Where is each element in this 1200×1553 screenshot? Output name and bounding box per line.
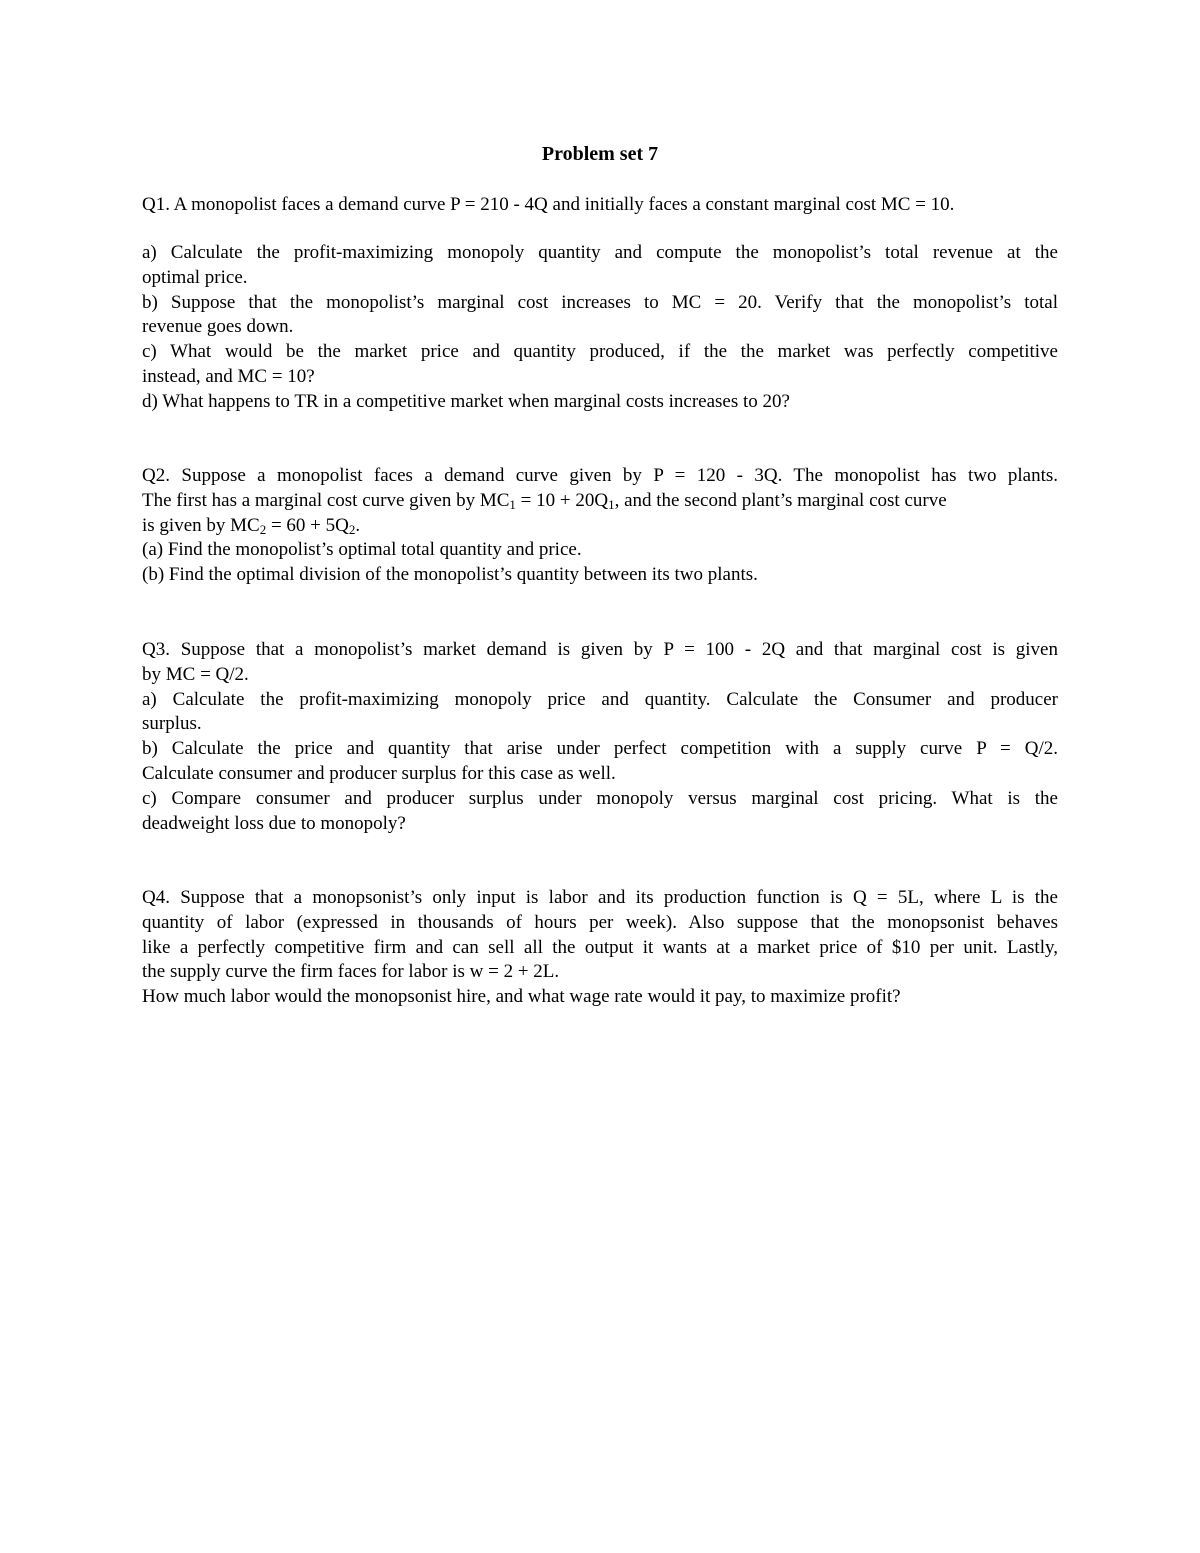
q1-part-c-line1: c) What would be the market price and quantity produced, if the the market was perfectly competitive (142, 341, 1058, 363)
q2-line3 (142, 514, 1058, 539)
q2-line2-subscript-2: 1 (608, 496, 615, 512)
q3-part-a-line2: surplus. (142, 713, 202, 735)
q4-line1: Q4. Suppose that a monopsonist’s only input is labor and its production function is Q = 5L, where L is the (142, 887, 1058, 908)
q1-part-a-line1: a) Calculate the profit-maximizing monopoly quantity and compute the monopolist’s total revenue at the (142, 242, 1058, 263)
q2-line3-part-b: = 60 + 5Q (266, 514, 349, 536)
q2-line3-part-c: . (355, 514, 361, 536)
q3-part-c-line2: deadweight loss due to monopoly? (142, 812, 406, 834)
q1-part-b-line2: revenue goes down. (142, 316, 294, 338)
q1-part-a-line2: optimal price. (142, 266, 248, 288)
page-title: Problem set 7 (541, 143, 659, 165)
q1-part-b-line1: b) Suppose that the monopolist’s marginal cost increases to MC = 20. Verify that the monopolist’s total (142, 291, 1058, 313)
q4-line2: quantity of labor (expressed in thousands of hours per week). Also suppose that the monopsonist behaves (142, 911, 1058, 933)
q2-line3-subscript-2: 2 (348, 521, 356, 537)
q2-line3-subscript-1: 2 (259, 521, 267, 537)
q4-line4: the supply curve the firm faces for labor is w = 2 + 2L. (142, 961, 560, 983)
q2-block (142, 464, 1058, 588)
q4-line5: How much labor would the monopsonist hire, and what wage rate would it pay, to maximize profit? (142, 986, 901, 1008)
q2-line1: Q2. Suppose a monopolist faces a demand curve given by P = 120 - 3Q. The monopolist has two plants. (142, 465, 1058, 486)
q2-line2-part-b: = 10 + 20Q (515, 489, 609, 511)
q3-part-b-line2: Calculate consumer and producer surplus for this case as well. (142, 762, 616, 784)
q1-intro-text: Q1. A monopolist faces a demand curve P = 210 - 4Q and initially faces a constant marginal cost MC = 10. (142, 194, 955, 215)
q3-line2: by MC = Q/2. (142, 663, 249, 685)
q4-line3: like a perfectly competitive firm and can sell all the output it wants at a market price of $10 per unit. Lastly, (142, 936, 1058, 958)
q1-parts (142, 241, 1058, 415)
q2-line2-part-c: , and the second plant’s marginal cost curve (614, 489, 947, 511)
q2-line2-subscript-1: 1 (509, 496, 516, 512)
q3-part-c-line1: c) Compare consumer and producer surplus under monopoly versus marginal cost pricing. What is the (142, 787, 1058, 809)
q3-block (142, 638, 1058, 836)
q1-part-d-line1: d) What happens to TR in a competitive market when marginal costs increases to 20? (142, 390, 790, 412)
q1-intro (142, 193, 1058, 218)
q1-part-c-line2: instead, and MC = 10? (142, 365, 315, 387)
q2-line2 (142, 489, 1058, 514)
q4-block (142, 886, 1058, 1010)
q2-part-a: (a) Find the monopolist’s optimal total quantity and price. (142, 539, 582, 561)
q2-part-b: (b) Find the optimal division of the monopolist’s quantity between its two plants. (142, 564, 758, 586)
q2-line3-part-a: is given by MC (142, 514, 260, 536)
q3-part-b-line1: b) Calculate the price and quantity that arise under perfect competition with a supply curve P = Q/2. (142, 738, 1058, 760)
q2-line2-part-a: The first has a marginal cost curve given by MC (142, 489, 510, 511)
q3-part-a-line1: a) Calculate the profit-maximizing monopoly price and quantity. Calculate the Consumer and producer (142, 688, 1058, 710)
q3-line1: Q3. Suppose that a monopolist’s market demand is given by P = 100 - 2Q and that marginal cost is given (142, 639, 1058, 660)
